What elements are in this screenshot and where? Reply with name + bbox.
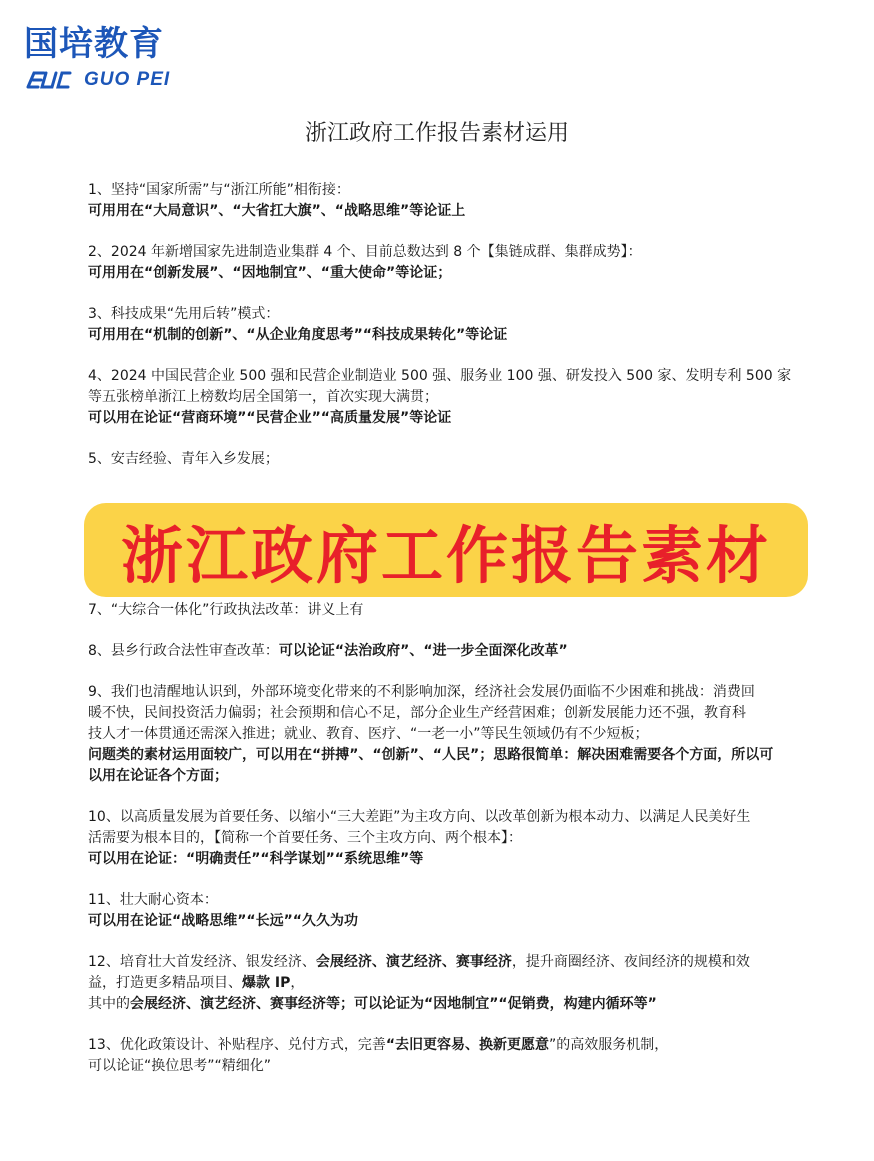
- item-line: 以用在论证各个方面；: [88, 768, 228, 784]
- brand-logo: [24, 24, 170, 92]
- item-line: 11、壮大耐心资本：: [88, 892, 218, 908]
- line-segment: ，: [290, 975, 305, 991]
- list-item: [88, 180, 848, 222]
- line-segment: ，提升商圈经济、夜间经济的规模和效: [511, 954, 750, 970]
- logo-english-row: [24, 68, 170, 92]
- logo-english-name: GUO PEI: [84, 69, 171, 90]
- item-line: [88, 973, 848, 994]
- content-top: [88, 180, 848, 490]
- line-segment: 13、优化政策设计、补贴程序、兑付方式，完善: [88, 1037, 386, 1053]
- line-segment: 8、县乡行政合法性审查改革：: [88, 643, 279, 659]
- item-line: 问题类的素材运用面较广，可以用在“拼搏”、“创新”、“人民”；思路很简单：解决困难需要各个方面，所以可: [88, 747, 774, 763]
- item-line: 4、2024 中国民营企业 500 强和民营企业制造业 500 强、服务业 100 强、研发投入 500 家、发明专利 500 家: [88, 368, 792, 384]
- list-item: [88, 304, 848, 346]
- banner-text: 浙江政府工作报告素材: [120, 518, 771, 592]
- list-item: [88, 641, 848, 662]
- line-segment: 其中的: [88, 996, 130, 1012]
- item-line: 技人才一体贯通还需深入推进；就业、教育、医疗、“一老一小”等民生领域仍有不少短板；: [88, 726, 649, 742]
- item-line: [88, 952, 848, 973]
- item-line: 9、我们也清醒地认识到，外部环境变化带来的不利影响加深，经济社会发展仍面临不少困难和挑战：消费回: [88, 684, 755, 700]
- item-line: 可用用在“创新发展”、“因地制宜”、“重大使命”等论证；: [88, 265, 452, 281]
- item-line: 可以用在论证“战略思维”“长远”“久久为功: [88, 913, 359, 929]
- list-item: [88, 242, 848, 284]
- item-line: 活需要为根本目的，【简称一个首要任务、三个主攻方向、两个根本】：: [88, 830, 522, 846]
- item-line: 5、安吉经验、青年入乡发展；: [88, 451, 279, 467]
- item-line: 2、2024 年新增国家先进制造业集群 4 个、目前总数达到 8 个【集链成群、集群成势】：: [88, 244, 642, 260]
- list-item: [88, 1035, 848, 1077]
- item-line: 可用用在“机制的创新”、“从企业角度思考”“科技成果转化”等论证: [88, 327, 508, 343]
- list-item: [88, 682, 848, 787]
- item-line: [88, 1035, 848, 1056]
- list-item: [88, 449, 848, 470]
- list-item: [88, 600, 848, 621]
- line-segment: 12、培育壮大首发经济、银发经济、: [88, 954, 316, 970]
- item-line: 等五张榜单浙江上榜数均居全国第一，首次实现大满贯；: [88, 389, 438, 405]
- logo-mark-icon: [24, 69, 80, 91]
- list-item: [88, 807, 848, 870]
- line-segment: 会展经济、演艺经济、赛事经济: [315, 954, 512, 970]
- item-line: 暖不快，民间投资活力偏弱；社会预期和信心不足，部分企业生产经营困难；创新发展能力还不强，教育科: [88, 705, 746, 721]
- line-segment: 益，打造更多精品项目、: [88, 975, 242, 991]
- logo-chinese-name: 国培教育: [24, 24, 164, 64]
- list-item: [88, 890, 848, 932]
- item-line: 可以论证“换位思考”“精细化”: [88, 1058, 272, 1074]
- item-line: 可以用在论证“营商环境”“民营企业”“高质量发展”等论证: [88, 410, 452, 426]
- item-line: 可用用在“大局意识”、“大省扛大旗”、“战略思维”等论证上: [88, 203, 466, 219]
- item-line: [88, 641, 848, 662]
- item-line: 可以用在论证：“明确责任”“科学谋划”“系统思维”等: [88, 851, 424, 867]
- item-line: 7、“大综合一体化”行政执法改革：讲义上有: [88, 602, 364, 618]
- line-segment: 会展经济、演艺经济、赛事经济等；可以论证为“因地制宜”“促销费，构建内循环等”: [130, 996, 657, 1012]
- line-segment: ”的高效服务机制，: [549, 1037, 669, 1053]
- line-segment: 可以论证“法治政府”、“进一步全面深化改革”: [278, 643, 568, 659]
- item-line: 1、坚持“国家所需”与“浙江所能”相衔接：: [88, 182, 350, 198]
- content-bottom: [88, 600, 848, 1097]
- document-title: 浙江政府工作报告素材运用: [304, 121, 569, 146]
- list-item: [88, 366, 848, 429]
- list-item: [88, 952, 848, 1015]
- overlay-banner: [84, 503, 808, 597]
- item-line: 3、科技成果“先用后转”模式：: [88, 306, 280, 322]
- line-segment: “去旧更容易、换新更愿意: [385, 1037, 550, 1053]
- item-line: 10、以高质量发展为首要任务、以缩小“三大差距”为主攻方向、以改革创新为根本动力、以满足人民美好生: [88, 809, 751, 825]
- line-segment: 爆款 IP: [242, 975, 291, 991]
- item-line: [88, 994, 848, 1015]
